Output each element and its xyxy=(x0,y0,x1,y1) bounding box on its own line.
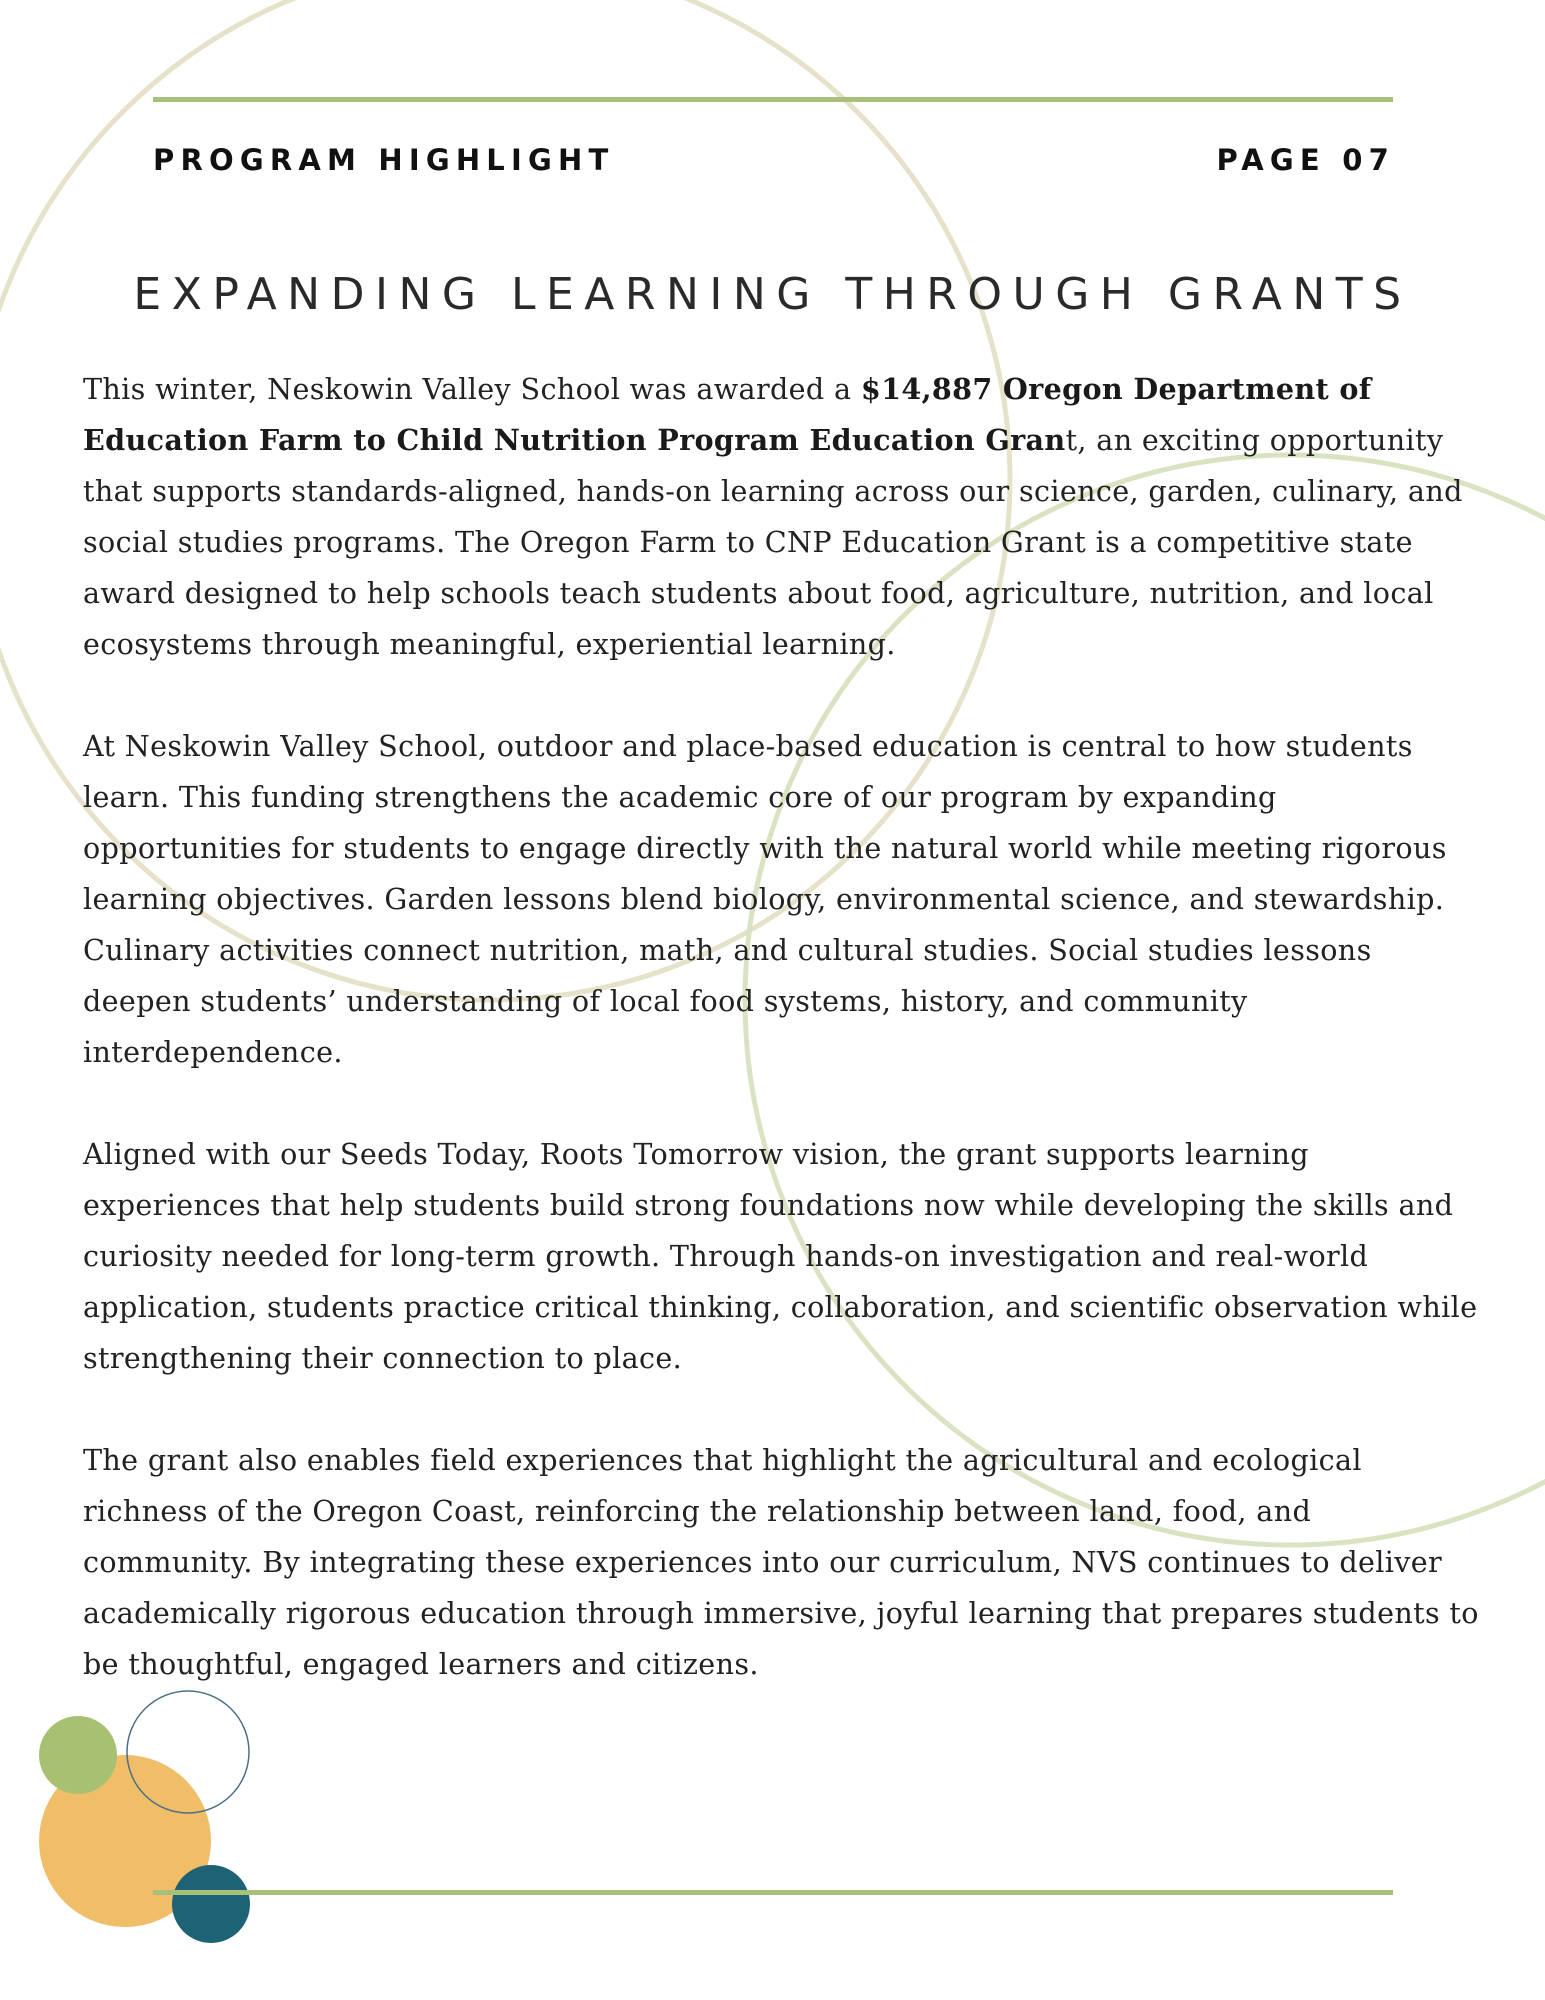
paragraph-2: At Neskowin Valley School, outdoor and place-based education is central to how students learn. This funding strengthens the academic core of our program by expanding opportunities for students to engage directly with the natural world while meeting rigorous learning objectives. Garden lessons blend biology, environmental science, and stewardship. Culinary activities connect nutrition, math, and cultural studies. Social studies lessons deepen students’ understanding of local food systems, history, and community interdependence. xyxy=(83,729,1447,1069)
article-body xyxy=(83,364,1483,1741)
paragraph-1 xyxy=(83,364,1483,670)
grant-name-emphasis: $14,887 Oregon Department of Education Farm to Child Nutrition Program Education Gran xyxy=(83,372,1372,457)
paragraph-3: Aligned with our Seeds Today, Roots Tomorrow vision, the grant supports learning experiences that help students build strong foundations now while developing the skills and curiosity needed for long-term growth. Through hands-on investigation and real-world application, students practice critical thinking, collaboration, and scientific observation while strengthening their connection to place. xyxy=(83,1137,1478,1375)
paragraph-1-intro: This winter, Neskowin Valley School was awarded a xyxy=(83,372,861,406)
teal-dot xyxy=(172,1865,250,1943)
section-label: PROGRAM HIGHLIGHT xyxy=(153,143,615,177)
orange-dot xyxy=(39,1755,211,1927)
page-title: EXPANDING LEARNING THROUGH GRANTS xyxy=(133,269,1412,321)
page-number: PAGE 07 xyxy=(1216,143,1395,177)
paragraph-1-rest: t, an exciting opportunity that supports standards-aligned, hands-on learning across our science, garden, culinary, and social studies programs. The Oregon Farm to CNP Education Grant is a competitive state award designed to help schools teach students about food, agriculture, nutrition, and local ecosystems through meaningful, experiential learning. xyxy=(83,423,1463,661)
top-divider xyxy=(153,97,1393,102)
bottom-divider xyxy=(153,1890,1393,1895)
paragraph-4: The grant also enables field experiences that highlight the agricultural and ecological richness of the Oregon Coast, reinforcing the relationship between land, food, and community. By integrating these experiences into our curriculum, NVS continues to deliver academically rigorous education through immersive, joyful learning that prepares students to be thoughtful, engaged learners and citizens. xyxy=(83,1443,1479,1681)
